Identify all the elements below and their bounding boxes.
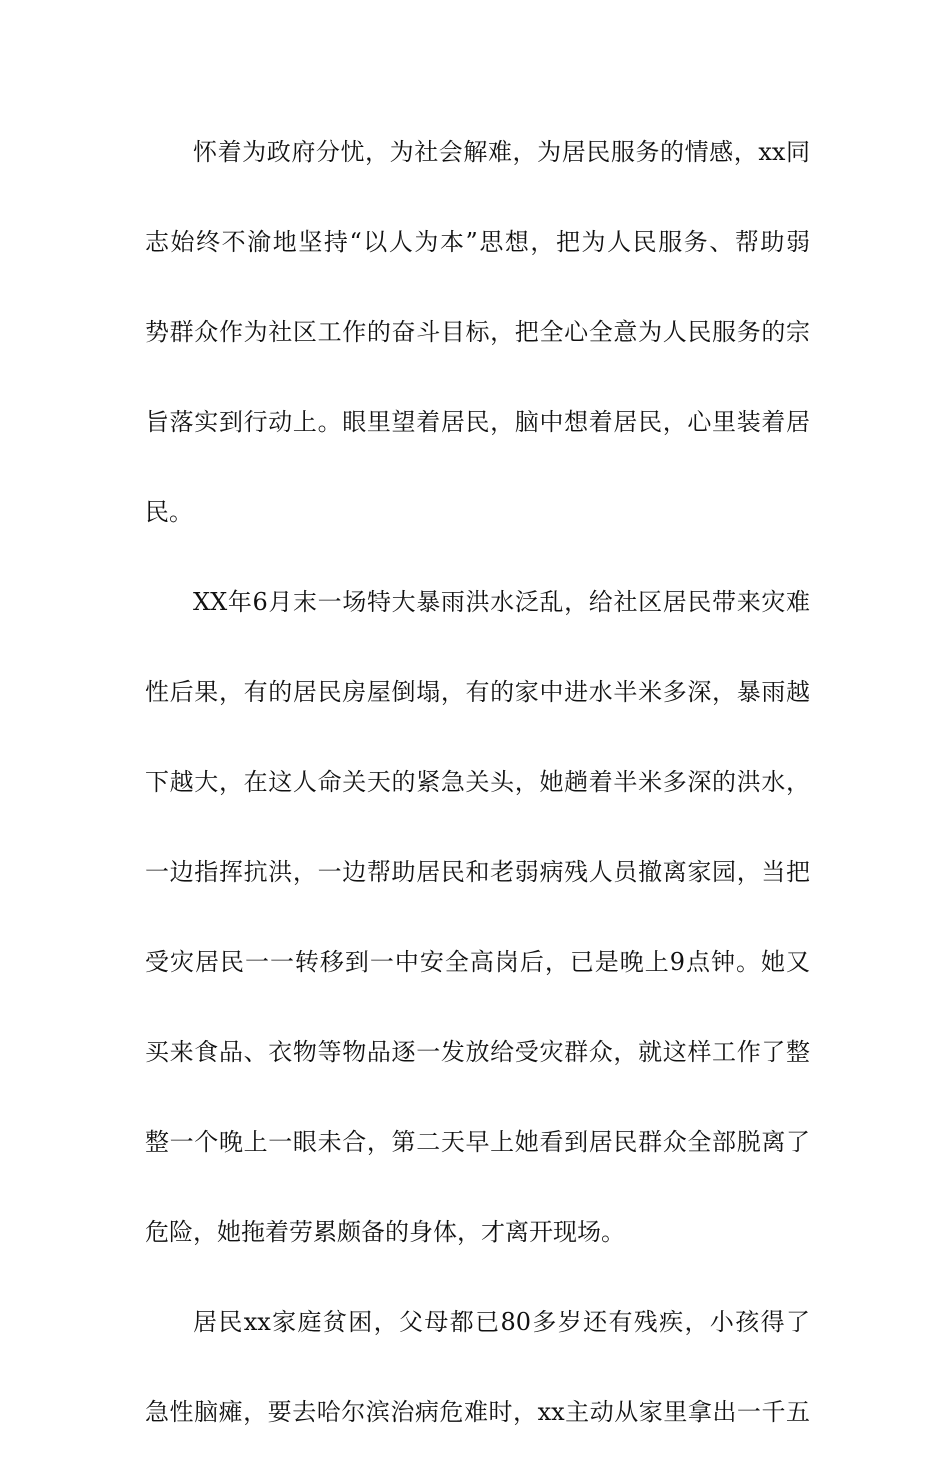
document-body: [145, 128, 810, 1478]
text-line: 受灾居民一一转移到一中安全高岗后，已是晚上9点钟。她又: [145, 948, 810, 976]
text-line: 旨落实到行动上。眼里望着居民，脑中想着居民，心里装着居: [145, 408, 810, 436]
text-line: 急性脑瘫，要去哈尔滨治病危难时，xx主动从家里拿出一千五: [145, 1398, 810, 1426]
text-line: XX年6月末一场特大暴雨洪水泛乱，给社区居民带来灾难: [193, 588, 810, 616]
paragraph-2: [145, 578, 810, 1256]
text-line: 性后果，有的居民房屋倒塌，有的家中进水半米多深，暴雨越: [145, 678, 810, 706]
text-line: 买来食品、衣物等物品逐一发放给受灾群众，就这样工作了整: [145, 1038, 810, 1066]
text-line: 民。: [145, 498, 193, 526]
text-line: 怀着为政府分忧，为社会解难，为居民服务的情感，xx同: [193, 138, 810, 166]
text-line: 居民xx家庭贫困，父母都已80多岁还有残疾，小孩得了: [193, 1308, 810, 1336]
text-line: 志始终不渝地坚持“以人为本”思想，把为人民服务、帮助弱: [145, 228, 810, 256]
paragraph-1: [145, 128, 810, 536]
text-line: 势群众作为社区工作的奋斗目标，把全心全意为人民服务的宗: [145, 318, 810, 346]
text-line: 整一个晚上一眼未合，第二天早上她看到居民群众全部脱离了: [145, 1128, 810, 1156]
text-line: 下越大，在这人命关天的紧急关头，她趟着半米多深的洪水，: [145, 768, 810, 796]
text-line: 危险，她拖着劳累颇备的身体，才离开现场。: [145, 1218, 625, 1246]
text-line: 一边指挥抗洪，一边帮助居民和老弱病残人员撤离家园，当把: [145, 858, 810, 886]
paragraph-3: [145, 1298, 810, 1436]
